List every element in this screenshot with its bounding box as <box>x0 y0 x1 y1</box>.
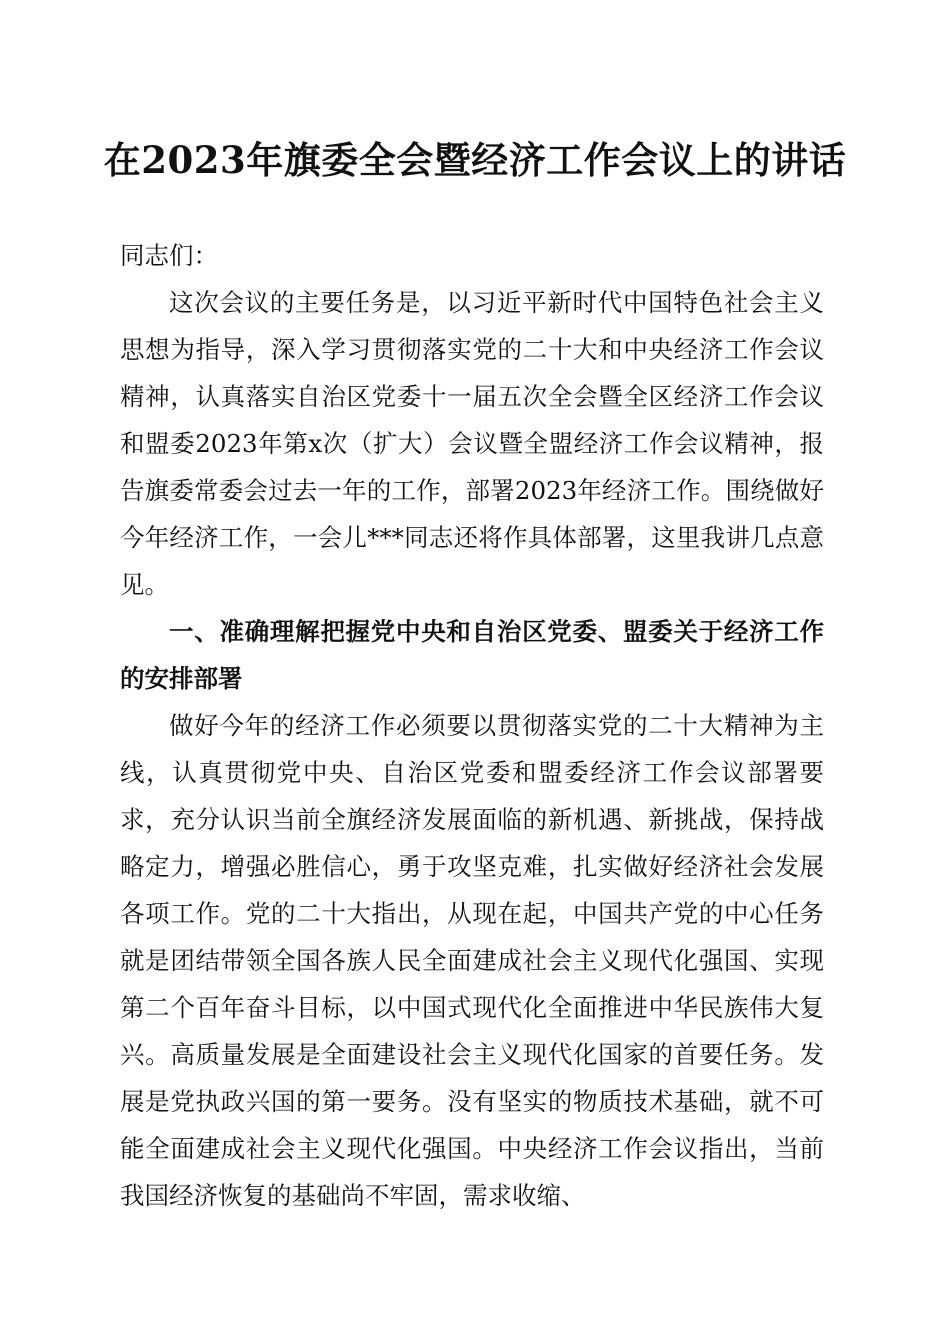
body-paragraph-section-1: 做好今年的经济工作必须要以贯彻落实党的二十大精神为主线，认真贯彻党中央、自治区党委和盟委经济工作会议部署要求，充分认识当前全旗经济发展面临的新机遇、新挑战，保持战略定力，增强必胜信心，勇于攻坚克难，扎实做好经济社会发展各项工作。党的二十大指出，从现在起，中国共产党的中心任务就是团结带领全国各族人民全面建成社会主义现代化强国、实现第二个百年奋斗目标，以中国式现代化全面推进中华民族伟大复兴。高质量发展是全面建设社会主义现代化国家的首要任务。发展是党执政兴国的第一要务。没有坚实的物质技术基础，就不可能全面建成社会主义现代化强国。中央经济工作会议指出，当前我国经济恢复的基础尚不牢固，需求收缩、 <box>120 711 824 1210</box>
salutation: 同志们： <box>120 241 218 270</box>
section-heading-1: 一、准确理解把握党中央和自治区党委、盟委关于经济工作的安排部署 <box>120 617 824 693</box>
body-paragraph-intro: 这次会议的主要任务是，以习近平新时代中国特色社会主义思想为指导，深入学习贯彻落实党的二十大和中央经济工作会议精神，认真落实自治区党委十一届五次全会暨全区经济工作会议和盟委2023年第x次（扩大）会议暨全盟经济工作会议精神，报告旗委常委会过去一年的工作，部署2023年经济工作。围绕做好今年经济工作，一会儿***同志还将作具体部署，这里我讲几点意见。 <box>120 288 824 599</box>
document-body <box>120 232 824 1219</box>
document-title: 在2023年旗委全会暨经济工作会议上的讲话 <box>103 138 847 182</box>
